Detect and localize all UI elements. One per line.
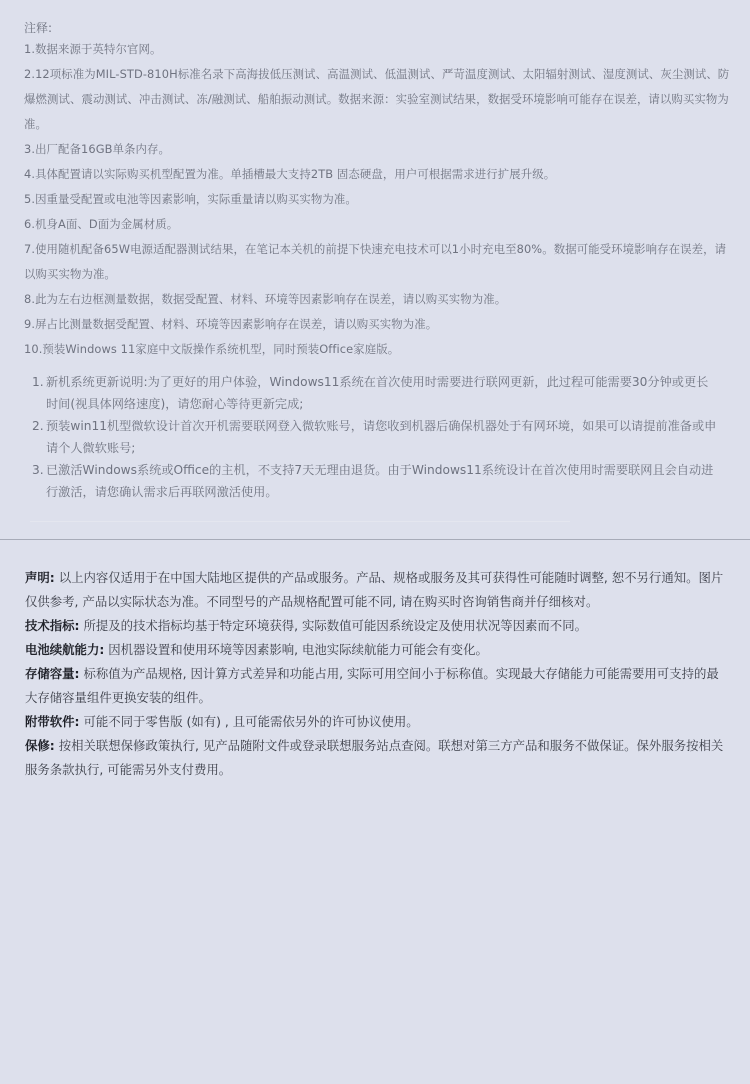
legal-section: [25, 566, 725, 782]
legal-text: 因机器设置和使用环境等因素影响, 电池实际续航能力可能会有变化。: [104, 642, 488, 657]
legal-statement: [25, 662, 725, 710]
note-item: 10.预装Windows 11家庭中文版操作系统机型，同时预装Office家庭版。: [24, 342, 400, 356]
system-note-number: 1.: [32, 375, 44, 389]
legal-text: 以上内容仅适用于在中国大陆地区提供的产品或服务。产品、规格或服务及其可获得性可能随时调整, 恕不另行通知。图片仅供参考, 产品以实际状态为准。不同型号的产品规格配置可能不同, 请在购买时咨询销售商并仔细核对。: [25, 570, 724, 609]
system-notes-list: [30, 371, 720, 503]
note-item: 3.出厂配备16GB单条内存。: [24, 142, 171, 156]
legal-text: 标称值为产品规格, 因计算方式差异和功能占用, 实际可用空间小于标称值。实现最大存储能力可能需要用可支持的最大存储容量组件更换安装的组件。: [25, 666, 719, 705]
legal-label: 声明:: [25, 570, 55, 585]
legal-label: 附带软件:: [25, 714, 80, 729]
system-note-number: 3.: [32, 463, 44, 477]
notes-section: [0, 0, 750, 538]
notes-list: [24, 37, 736, 362]
legal-statement: [25, 710, 725, 734]
system-note-item: [30, 371, 720, 415]
note-item: 6.机身A面、D面为金属材质。: [24, 217, 179, 231]
system-note-item: [30, 459, 720, 503]
legal-label: 技术指标:: [25, 618, 80, 633]
system-note-text: 新机系统更新说明:为了更好的用户体验，Windows11系统在首次使用时需要进行联网更新，此过程可能需要30分钟或更长时间(视具体网络速度)，请您耐心等待更新完成;: [46, 375, 709, 411]
legal-statement: [25, 638, 725, 662]
system-note-number: 2.: [32, 419, 44, 433]
legal-text: 按相关联想保修政策执行, 见产品随附文件或登录联想服务站点查阅。联想对第三方产品和服务不做保证。保外服务按相关服务条款执行, 可能需另外支付费用。: [25, 738, 724, 777]
system-note-text: 已激活Windows系统或Office的主机，不支持7天无理由退货。由于Windows11系统设计在首次使用时需要联网且会自动进行激活，请您确认需求后再联网激活使用。: [46, 463, 714, 499]
note-item: 4.具体配置请以实际购买机型配置为准。单插槽最大支持2TB 固态硬盘，用户可根据需求进行扩展升级。: [24, 167, 556, 181]
legal-text: 可能不同于零售版 (如有) , 且可能需依另外的许可协议使用。: [79, 714, 419, 729]
note-item: 1.数据来源于英特尔官网。: [24, 42, 162, 56]
system-note-text: 预装win11机型微软设计首次开机需要联网登入微软账号，请您收到机器后确保机器处于有网环境，如果可以请提前准备或申请个人微软账号;: [46, 419, 717, 455]
legal-label: 存储容量:: [25, 666, 80, 681]
note-item: 7.使用随机配备65W电源适配器测试结果，在笔记本关机的前提下快速充电技术可以1小时充电至80%。数据可能受环境影响存在误差，请以购买实物为准。: [24, 242, 727, 281]
system-note-item: [30, 415, 720, 459]
legal-text: 所提及的技术指标均基于特定环境获得, 实际数值可能因系统设定及使用状况等因素而不同。: [79, 618, 587, 633]
note-item: 8.此为左右边框测量数据，数据受配置、材料、环境等因素影响存在误差，请以购买实物为准。: [24, 292, 507, 306]
note-item: 9.屏占比测量数据受配置、材料、环境等因素影响存在误差，请以购买实物为准。: [24, 317, 438, 331]
legal-statement: [25, 566, 725, 614]
legal-statement: [25, 734, 725, 782]
section-divider: [0, 539, 750, 540]
note-item: 5.因重量受配置或电池等因素影响，实际重量请以购买实物为准。: [24, 192, 357, 206]
faint-separator: [30, 521, 570, 522]
legal-label: 保修:: [25, 738, 55, 753]
notes-title: 注释:: [24, 21, 53, 35]
note-item: 2.12项标准为MIL-STD-810H标准名录下高海拔低压测试、高温测试、低温测试、严苛温度测试、太阳辐射测试、湿度测试、灰尘测试、防爆燃测试、震动测试、冲击测试、冻/融测试、船舶振动测试。数据来源：实验室测试结果，数据受环境影响可能存在误差，请以购买实物为准。: [24, 67, 730, 131]
legal-label: 电池续航能力:: [25, 642, 105, 657]
legal-statement: [25, 614, 725, 638]
